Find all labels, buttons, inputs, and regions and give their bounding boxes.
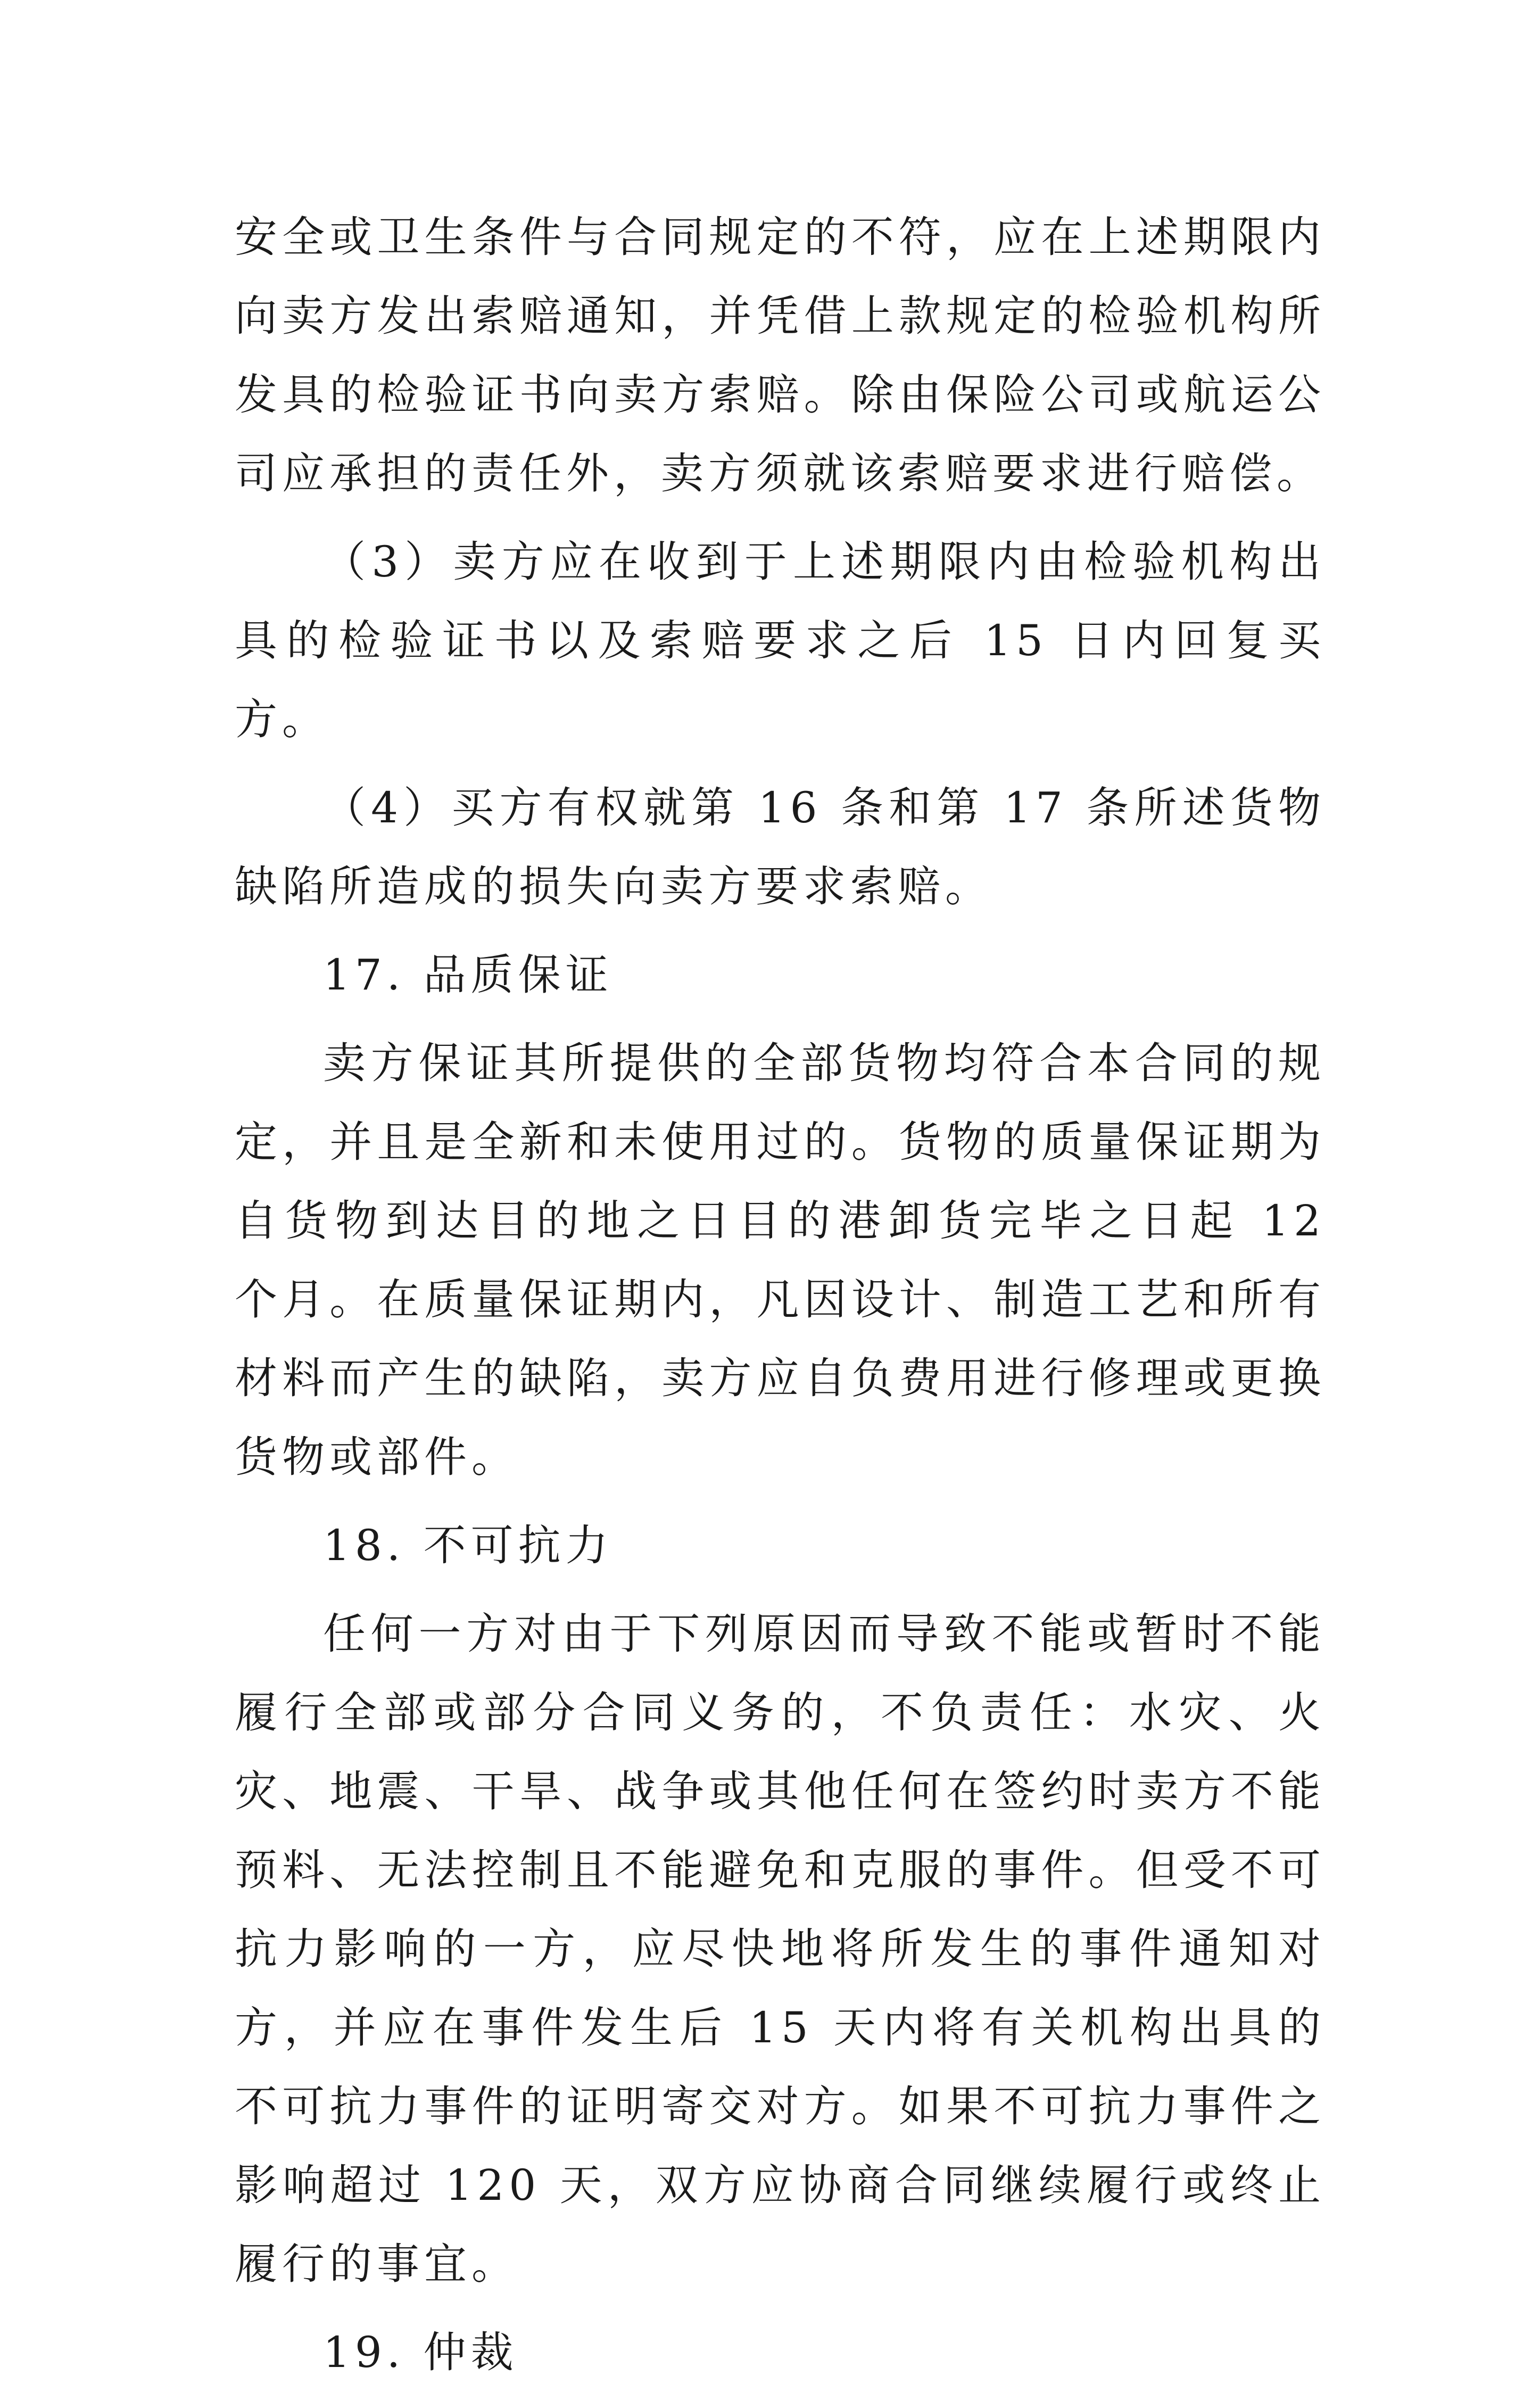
section-heading-arbitration: 19. 仲裁	[323, 2328, 518, 2377]
document-body	[235, 198, 1326, 2392]
paragraph-claim-continuation: 安全或卫生条件与合同规定的不符，应在上述期限内向卖方发出索赔通知，并凭借上款规定的检验机构所发具的检验证书向卖方索赔。除由保险公司或航运公司应承担的责任外，卖方须就该索赔要求进行赔偿。	[235, 212, 1326, 498]
paragraph-force-majeure: 任何一方对由于下列原因而导致不能或暂时不能履行全部或部分合同义务的，不负责任：水灾、火灾、地震、干旱、战争或其他任何在签约时卖方不能预料、无法控制且不能避免和克服的事件。但受不可抗力影响的一方，应尽快地将所发生的事件通知对方，并应在事件发生后 15 天内将有关机构出具的不可抗力事件的证明寄交对方。如果不可抗力事件之影响超过 120 天，双方应协商合同继续履行或终止履行的事宜。	[235, 1609, 1326, 2289]
paragraph-claim-rights: （4）买方有权就第 16 条和第 17 条所述货物缺陷所造成的损失向卖方要求索赔。	[235, 783, 1326, 911]
section-heading-force-majeure: 18. 不可抗力	[323, 1521, 613, 1570]
section-heading-quality-guarantee: 17. 品质保证	[323, 950, 613, 1000]
paragraph-claim-reply: （3）卖方应在收到于上述期限内由检验机构出具的检验证书以及索赔要求之后 15 日内回复买方。	[235, 537, 1326, 744]
paragraph-quality-guarantee: 卖方保证其所提供的全部货物均符合本合同的规定，并且是全新和未使用过的。货物的质量保证期为自货物到达目的地之日目的港卸货完毕之日起 12 个月。在质量保证期内，凡因设计、制造工艺和所有材料而产生的缺陷，卖方应自负费用进行修理或更换货物或部件。	[235, 1038, 1326, 1482]
